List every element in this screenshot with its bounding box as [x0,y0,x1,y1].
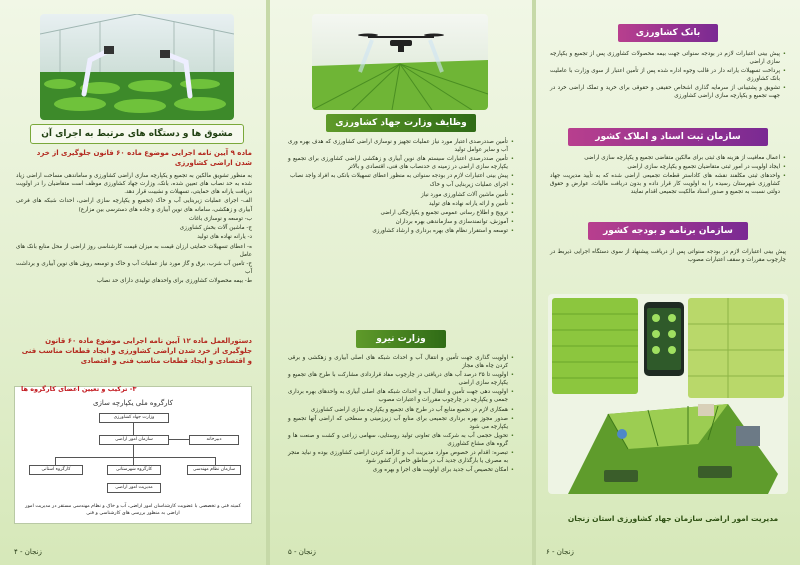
org-connector [55,457,215,458]
org-node-secretariat: دبیرخانه [189,435,239,445]
budget-org-duties [550,248,786,265]
energy-ministry-duties [288,354,514,475]
energy-duty-item: • تبصره: اقدام در خصوص موارد مدیریت آب و کارآمد کردن اراضی کشاورزی بوده و نباید منجر به مصرف یا بارگذاری جدید آب در مناطق خاص از کشور شود [288,449,514,465]
page-number-5: زنجان - ۵ [288,548,316,556]
org-chart-tag: ۳- ترکیب و تعیین اعضای کارگروه ها [21,385,137,393]
registry-duty-item: • ایجاد اولویت در امور ثبتی متقاضیان تجمیع و یکپارچه سازی اراضی [550,163,786,171]
org-node-provincial: کارگروه استانی [29,465,83,475]
org-node-ministry: وزارت جهاد کشاورزی [99,413,169,423]
duty-item: • توسعه و استقرار نظام های بهره برداری و ارشاد کشاورزی [288,227,514,235]
registry-duty-item: • اعمال معافیت از هزینه های ثبتی برای مالکین متقاضی تجمیع و یکپارچه سازی اراضی [550,154,786,162]
page-5-panel [270,0,532,565]
incentives-item: ح- تامین آب شرب، برق و گاز مورد نیاز عملیات آب و خاک و توسعه روش های نوین آبیاری و برداشت آب [16,261,252,276]
page-6-panel [536,0,800,565]
drone-spraying-photo [312,14,488,110]
org-chart-note: کمیته فنی و تخصصی با عضویت کارشناسان امور اراضی، آب و خاک و نظام مهندسی مستقر در مدیریت امور اراضی به منظور بررسی های کارشناسی و فنی [25,504,241,516]
incentives-item: ب- توسعه و نوسازی باغات [188,215,252,222]
org-connector [55,457,56,465]
page-4-incentives-text [16,172,252,322]
incentives-item: د- یارانه نهاده های تولید [197,234,252,241]
energy-duty-item: • اولویت دهی جهت تأمین و انتقال آب و احداث شبکه های اصلی آبیاری به واحدهای بهره برداری جمعی و یکپارچه در چارچوب مقررات و اعتبارات مصوب [288,388,514,404]
incentives-item: الف- اجرای عملیات زیربنایی آب و خاک (تجمیع و یکپارچه سازی اراضی، احداث شبکه های فرعی آبیاری و زهکشی، سامانه های نوین آبیاری و جاده های دسترسی بین مزارع) [16,198,252,213]
duty-item: • تأمین و ارائه یارانه نهاده های تولید [288,200,514,208]
energy-ministry-tag: وزارت نیرو [356,330,446,348]
energy-duty-item: • صدور مجوز بهره برداری تجمیعی برای منابع آب زیرزمینی و سطحی که اراضی آنها تجمیع و یکپارچه می شود [288,415,514,431]
callout-article-12: دستورالعمل ماده ۱۲ آیین نامه اجرایی موضوع ماده ۶۰ قانون جلوگیری از خرد شدن اراضی کشاورزی و ایجاد قطعات مناسب فنی و اقتصادی و ایجاد قطعات مناسب فنی و اقتصادی [21,337,252,365]
bank-duty-item: • پرداخت تسهیلات یارانه دار در قالب وجوه اداره شده پس از تأمین اعتبار از سوی وزارت با عاملیت بانک کشاورزی [550,67,786,83]
org-node-engineering: سازمان نظام مهندسی [187,465,241,475]
callout-article-9: ماده ۹ آیین نامه اجرایی موضوع ماده ۶۰ قانون جلوگیری از خرد شدن اراضی کشاورزی [36,149,252,167]
energy-duty-item: • همکاری لازم در تجمیع منابع آب در طرح های تجمیع و یکپارچه سازی اراضی کشاورزی [288,406,514,414]
registry-org-duties [550,154,786,197]
org-connector [133,423,134,435]
org-connector [133,457,134,465]
budget-duty-item: پیش بینی اعتبارات لازم در بودجه سنواتی پس از دریافت پیشنهاد از سوی دستگاه اجرایی ذیربط در چارچوب مقررات و سقف اعتبارات مصوب [550,249,786,264]
duty-item: • تأمین ماشین آلات کشاورزی مورد نیاز [288,191,514,199]
incentives-item: ه- اعطای تسهیلات حمایتی ارزان قیمت به میزان قیمت کارشناسی روز اراضی از محل منابع بانک های عامل [16,243,252,258]
smart-farming-illustration [548,294,788,494]
duty-item: • تأمین صددرصدی اعتبارات سیستم های نوین آبیاری و زهکشی اراضی کشاورزی برای تجمیع و یکپارچه سازی اراضی در زمینه ی حدنصاب های فنی، اقتصادی و بالاتر [288,155,514,171]
duty-item: • اجرای عملیات زیربنایی آب و خاک [288,181,514,189]
registry-org-tag: سازمان ثبت اسناد و املاک کشور [568,128,768,146]
incentives-paragraph: به منظور تشویق مالکین به تجمیع و یکپارچه سازی اراضی کشاورزی و ساماندهی مساحت اراضی زیاد شده به حد نصاب های تعیین شده، بانک، وزارت جهاد کشاورزی موظف است متقاضیان را در اولویت دریافت یارانه های حمایتی، تسهیلات و نشیبت قرار دهد. [16,173,252,196]
duty-item: • تأمین صددرصدی اعتبار مورد نیاز عملیات تجهیز و نوسازی اراضی کشاورزی که هدف بهره وری آب و سایر عوامل تولید [288,138,514,154]
registry-duty-item: • واحدهای ثبتی مکلفند نقشه های کاداستر قطعات تجمیعی اراضی شده که به تأیید مدیریت جهاد کشاورزی شهرستان رسیده را به اولویت کار قرار داده و بدون دریافت مالیات، عوارض و حقوق دولتی نسبت به تجمیع و صدور اسناد مالکیت تجمیعی اقدام نمایند [550,172,786,196]
bank-duty-item: • پیش بینی اعتبارات لازم در بودجه سنواتی جهت بیمه محصولات کشاورزی پس از تجمیع و یکپارچه سازی اراضی [550,50,786,66]
org-node-land-org: سازمان امور اراضی [99,435,169,445]
incentives-item: ج- ماشین آلات بخش کشاورزی [179,225,252,232]
agri-bank-tag: بانک کشاورزی [618,24,718,42]
org-node-land-management: مدیریت امور اراضی [107,483,161,493]
agri-ministry-tag: وظایف وزارت جهاد کشاورزی [326,114,476,132]
page-number-6: زنجان - ۶ [546,548,574,556]
page-4-section-title: مشوق ها و دستگاه های مرتبط به اجرای آن [30,124,244,144]
page-4-panel [0,0,266,565]
bank-duty-item: • تشویق و پشتیبانی از سرمایه گذاری اشخاص حقیقی و حقوقی برای خرید و تملک اراضی خرد در جهت تجمیع و یکپارچه سازی اراضی کشاورزی [550,84,786,100]
org-connector [215,457,216,465]
org-chart [14,386,252,524]
agri-bank-duties [550,50,786,102]
greenhouse-robot-photo [40,14,234,120]
agri-ministry-duties [288,138,514,236]
duty-item: • ترویج و اطلاع رسانی عمومی تجمیع و یکپارچگی اراضی [288,209,514,217]
duty-item: • پیش بینی اعتبارات لازم در بودجه سنواتی به منظور اعطای تسهیلات بانکی به افراد واجد نصاب [288,172,514,180]
org-connector [169,439,189,440]
org-node-county: کارگروه شهرستانی [107,465,161,475]
energy-duty-item: • اولویت تا ۳۵ درصد آب های دریافتی در چارچوب مفاد قراردادی مشارکت با طرح های تجمیع و یکپارچه سازی اراضی [288,371,514,387]
issuer-credit: مدیریت امور اراضی سازمان جهاد کشاورزی استان زنجان [567,514,779,523]
org-chart-title: کارگروه ملی یکپارچه سازی [92,399,174,407]
energy-duty-item: • تحویل حجمی آب به شرکت های تعاونی تولید روستایی، سهامی زراعی و کشت و صنعت ها و گروه های مشاع کشاورزی [288,432,514,448]
energy-duty-item: • امکان تخصیص آب جدید برای اولویت های اجرا و بهره وری [288,466,514,474]
incentives-item: ط- بیمه محصولات کشاورزی برای واحدهای تولیدی دارای حد نصاب [96,278,252,285]
budget-org-tag: سازمان برنامه و بودجه کشور [588,222,748,240]
page-number-4: زنجان - ۴ [14,548,42,556]
energy-duty-item: • اولویت گذاری جهت تأمین و انتقال آب و احداث شبکه های اصلی آبیاری و زهکشی و برقی کردن چاه های مجاز [288,354,514,370]
duty-item: • آموزش، توانمندسازی و سازماندهی بهره برداران [288,218,514,226]
org-connector [133,445,134,457]
